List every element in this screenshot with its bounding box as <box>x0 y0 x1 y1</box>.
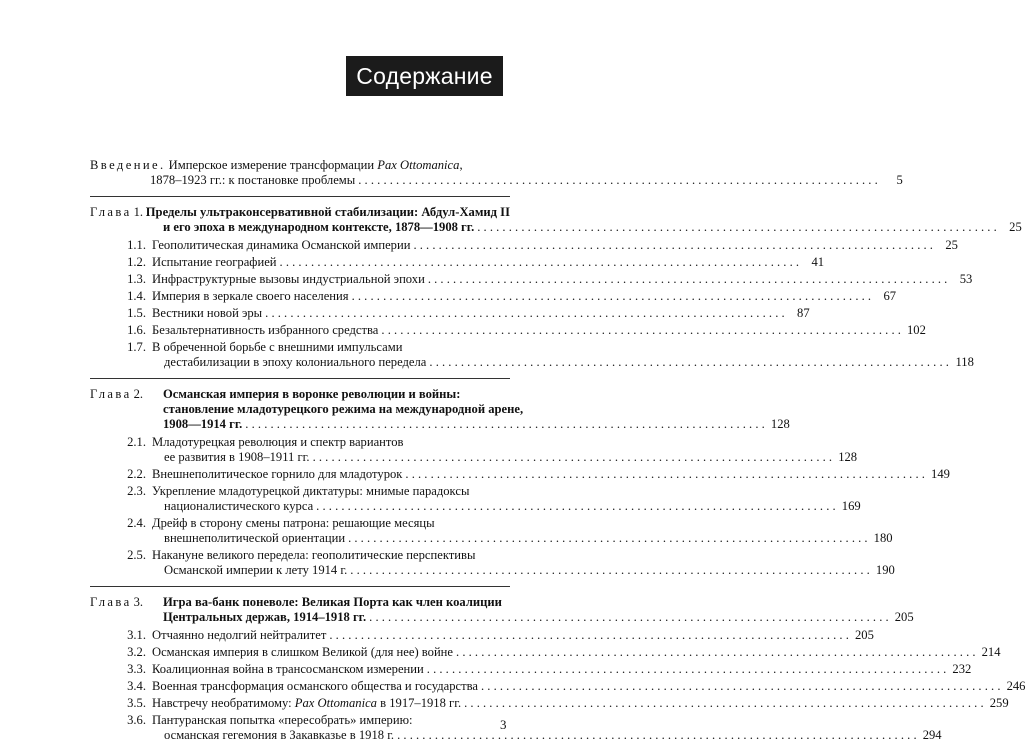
leader-dots <box>481 679 1001 694</box>
leader-dots <box>352 289 872 304</box>
toc-section-1-5[interactable] <box>90 306 810 321</box>
leader-dots <box>358 173 878 188</box>
section-number: 2.2. <box>127 467 146 481</box>
intro-title-comma: , <box>459 158 463 172</box>
section-number: 3.5. <box>127 696 146 710</box>
section-number: 1.6. <box>127 323 146 337</box>
page-ref: 232 <box>952 662 972 676</box>
toc-intro[interactable] <box>90 158 903 188</box>
toc-section-1-4[interactable] <box>90 289 897 304</box>
chapter-heading[interactable] <box>90 595 914 625</box>
chapter-heading[interactable] <box>90 387 790 432</box>
chapter-title-line: и его эпоха в международном контексте, 1878—1908 гг. <box>163 220 475 234</box>
toc-section-1-3[interactable] <box>90 272 973 287</box>
section-number: 2.1. <box>127 435 146 449</box>
page-ref: 53 <box>959 272 973 286</box>
page-ref: 102 <box>907 323 926 337</box>
page-ref: 169 <box>841 499 861 513</box>
chapter-title-line: Пределы ультраконсервативной стабилизации: Абдул-Хамид II <box>145 205 510 219</box>
page-ref: 205 <box>854 628 874 642</box>
chapter-label: Глава <box>90 595 132 609</box>
chapter-3 <box>90 595 1025 743</box>
chapter-title-line: Игра ва-банк поневоле: Великая Порта как член коалиции <box>163 595 502 609</box>
section-number: 3.2. <box>127 645 146 659</box>
leader-dots <box>456 645 976 660</box>
leader-dots <box>329 628 849 643</box>
section-title-line: националистического курса <box>164 499 314 513</box>
section-title-line: Отчаянно недолгий нейтралитет <box>152 628 327 642</box>
section-number: 1.3. <box>127 272 146 286</box>
chapter-heading[interactable] <box>90 205 1022 235</box>
section-title-line: Испытание географией <box>152 255 277 269</box>
leader-dots <box>245 417 765 432</box>
leader-dots <box>280 255 800 270</box>
toc-section-2-5[interactable] <box>90 548 895 578</box>
section-title-line: Империя в зеркале своего населения <box>152 289 349 303</box>
leader-dots <box>405 467 925 482</box>
section-title-line: Инфраструктурные вызовы индустриальной эпохи <box>152 272 425 286</box>
section-title-line: Безальтернативность избранного средства <box>152 323 379 337</box>
section-number: 2.4. <box>127 516 146 530</box>
divider <box>90 196 510 197</box>
section-title-line: Геополитическая динамика Османской империи <box>152 238 411 252</box>
section-number: 2.3. <box>127 484 146 498</box>
page-ref: 25 <box>1009 220 1022 234</box>
leader-dots <box>348 531 868 546</box>
section-title-line: Пантуранская попытка «пересобрать» империю: <box>152 713 413 727</box>
section-title-line: Военная трансформация османского общества и государства <box>152 679 478 693</box>
leader-dots <box>477 220 997 235</box>
toc-section-1-7[interactable] <box>90 340 974 370</box>
page-ref: 118 <box>955 355 974 369</box>
page-ref: 128 <box>838 450 858 464</box>
page-ref: 259 <box>989 696 1009 710</box>
intro-title-line2: 1878–1923 гг.: к постановке проблемы <box>150 173 356 187</box>
page-ref: 149 <box>931 467 950 481</box>
chapter-label: Глава <box>90 387 132 401</box>
section-title-line: ее развития в 1908–1911 гг. <box>164 450 310 464</box>
section-title-line: Укрепление младотурецкой диктатуры: мнимые парадоксы <box>152 484 470 498</box>
section-title-line: внешнеполитической ориентации <box>164 531 346 545</box>
leader-dots <box>464 696 984 711</box>
section-number: 3.1. <box>127 628 146 642</box>
page-ref: 246 <box>1006 679 1025 693</box>
chapter-2 <box>90 387 950 578</box>
toc-section-3-4[interactable] <box>90 679 1025 694</box>
page-ref: 214 <box>981 645 1001 659</box>
page-ref: 128 <box>770 417 790 431</box>
section-title-part: Навстречу необратимому: <box>152 696 295 710</box>
section-number: 2.5. <box>127 548 146 562</box>
section-title-line: Османской империи к лету 1914 г. <box>164 563 348 577</box>
section-number: 1.2. <box>127 255 146 269</box>
leader-dots <box>429 355 949 370</box>
chapter-title-line: Центральных держав, 1914–1918 гг. <box>163 610 367 624</box>
toc-section-2-4[interactable] <box>90 516 893 546</box>
section-number: 3.4. <box>127 679 146 693</box>
toc-section-3-2[interactable] <box>90 645 1001 660</box>
chapter-1 <box>90 205 1022 370</box>
section-title-italic: Pax Ottomanica <box>294 696 377 710</box>
section-title-line: Вестники новой эры <box>152 306 263 320</box>
section-number: 3.6. <box>127 713 146 727</box>
intro-title-italic: Pax Ottomanica <box>377 158 460 172</box>
section-number: 1.1. <box>127 238 146 252</box>
toc-section-3-3[interactable] <box>90 662 972 677</box>
section-number: 1.7. <box>127 340 146 354</box>
leader-dots <box>427 662 947 677</box>
chapter-title-line: становление младотурецкого режима на международной арене, <box>163 402 524 416</box>
chapter-number: 1. <box>133 205 144 219</box>
leader-dots <box>350 563 870 578</box>
intro-label: Введение. <box>90 158 166 172</box>
table-of-contents <box>90 158 1025 743</box>
divider <box>90 378 510 379</box>
toc-section-1-6[interactable] <box>90 323 926 338</box>
chapter-number: 3. <box>133 595 144 609</box>
page-ref: 180 <box>873 531 893 545</box>
toc-section-3-6[interactable] <box>90 713 942 743</box>
chapter-label: Глава <box>90 205 132 219</box>
page-ref: 87 <box>797 306 810 320</box>
page-ref: 25 <box>945 238 958 252</box>
section-number: 1.5. <box>127 306 146 320</box>
section-title-part: в 1917–1918 гг. <box>376 696 462 710</box>
section-title-line: Накануне великого передела: геополитические перспективы <box>152 548 476 562</box>
contents-heading: Содержание <box>346 56 503 96</box>
page-ref: 67 <box>883 289 897 303</box>
toc-section-1-2[interactable] <box>90 255 825 270</box>
toc-section-2-1[interactable] <box>90 435 858 465</box>
toc-section-3-1[interactable] <box>90 628 874 643</box>
page-ref: 5 <box>896 173 903 187</box>
leader-dots <box>413 238 933 253</box>
intro-title-part: Имперское измерение трансформации <box>168 158 378 172</box>
section-title-line: османская гегемония в Закавказье в 1918 г. <box>164 728 395 742</box>
section-title-line: В обреченной борьбе с внешними импульсами <box>152 340 403 354</box>
leader-dots <box>369 610 889 625</box>
leader-dots <box>397 728 917 743</box>
section-title-line: Внешнеполитическое горнило для младотурок <box>152 467 403 481</box>
section-title-line: дестабилизации в эпоху колониального передела <box>164 355 427 369</box>
leader-dots <box>313 450 833 465</box>
leader-dots <box>265 306 785 321</box>
page-number: 3 <box>500 717 507 732</box>
page-ref: 190 <box>875 563 895 577</box>
section-title-line: Младотурецкая революция и спектр вариантов <box>152 435 404 449</box>
leader-dots <box>316 499 836 514</box>
section-title-line: Османская империя в слишком Великой (для нее) войне <box>152 645 454 659</box>
section-number: 1.4. <box>127 289 146 303</box>
page-ref: 41 <box>811 255 825 269</box>
page-ref: 294 <box>922 728 942 742</box>
page-ref: 205 <box>894 610 914 624</box>
chapter-number: 2. <box>133 387 144 401</box>
toc-section-2-3[interactable] <box>90 484 861 514</box>
section-number: 3.3. <box>127 662 146 676</box>
section-title-line: Дрейф в сторону смены патрона: решающие месяцы <box>152 516 435 530</box>
toc-section-2-2[interactable] <box>90 467 950 482</box>
chapter-title-line: 1908—1914 гг. <box>163 417 243 431</box>
leader-dots <box>428 272 948 287</box>
toc-section-3-5[interactable] <box>90 696 1009 711</box>
leader-dots <box>381 323 901 338</box>
section-title-line: Коалиционная война в трансосманском измерении <box>152 662 424 676</box>
toc-section-1-1[interactable] <box>90 238 958 253</box>
chapter-title-line: Османская империя в воронке революции и войны: <box>163 387 461 401</box>
divider <box>90 586 510 587</box>
